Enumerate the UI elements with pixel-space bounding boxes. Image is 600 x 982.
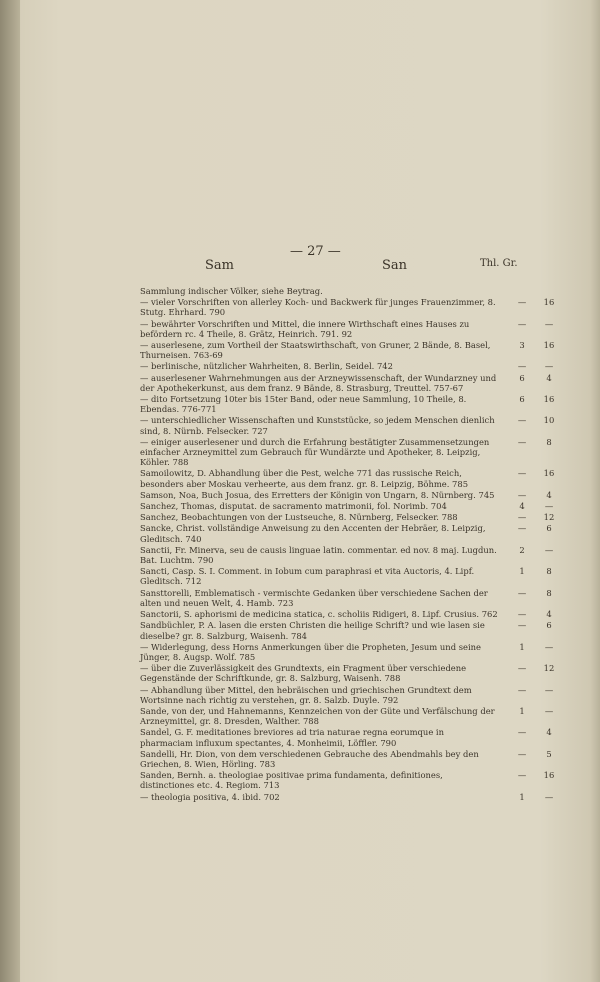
price-thaler: — [517, 523, 527, 534]
catalog-entry [140, 609, 560, 619]
price-thaler: — [517, 489, 527, 500]
price-groschen: — [544, 705, 554, 716]
price-thaler: — [517, 297, 527, 308]
price-thaler: — [517, 587, 527, 598]
catalog-entry [140, 394, 560, 414]
price-thaler: — [517, 727, 527, 738]
price-groschen: — [544, 361, 554, 372]
price-groschen: — [544, 501, 554, 512]
price-groschen: 16 [543, 297, 555, 308]
price-thaler: — [517, 361, 527, 372]
catalog-entry [140, 512, 560, 522]
catalog-entry [140, 373, 560, 393]
catalog-entry [140, 685, 560, 705]
entry-text: — Abhandlung über Mittel, den hebräischen und griechischen Grundtext dem Wortsinne nach richtig zu verstehen, gr. 8. Salzb. Duyle. 792 [140, 684, 472, 705]
catalog-entry [140, 361, 560, 371]
catalog-entry [140, 588, 560, 608]
price-thaler: — [517, 609, 527, 620]
entry-text: Sandel, G. F. meditationes breviores ad tria naturae regna eorumque in pharmaciam influxum spectantes, 4. Monheimii, Löffler. 790 [140, 727, 445, 748]
price-groschen: 4 [546, 372, 552, 383]
price-groschen: 8 [546, 436, 552, 447]
price-thaler: 1 [519, 705, 525, 716]
price-thaler: — [517, 663, 527, 674]
price-groschen: 4 [546, 727, 552, 738]
entry-text: — Widerlegung, dess Horns Anmerkungen über die Propheten, Jesum und seine Jünger, 8. Augsp. Wolf. 785 [140, 641, 481, 662]
price-groschen: 8 [546, 587, 552, 598]
entry-text: Sandbüchler, P. A. lasen die ersten Christen die heilige Schrift? und wie lasen sie dieselbe? gr. 8. Salzburg, Waisenh. 784 [140, 620, 485, 641]
price-groschen: — [544, 318, 554, 329]
running-head-left: Sam [205, 258, 234, 273]
catalog-entry [140, 415, 560, 435]
entry-list [140, 286, 560, 803]
price-groschen: 16 [543, 340, 555, 351]
entry-text: Sanden, Bernh. a. theologiae positivae prima fundamenta, definitiones, distinctiones etc. 4. Regiom. 713 [140, 770, 443, 791]
catalog-entry [140, 437, 560, 468]
entry-text: Sammlung indischer Völker, siehe Beytrag. [140, 286, 323, 296]
column-headings: Thl. Gr. [480, 258, 518, 269]
catalog-entry [140, 340, 560, 360]
catalog-entry [140, 642, 560, 662]
price-thaler: — [517, 318, 527, 329]
entry-text: Sancke, Christ. vollständige Anweisung zu den Accenten der Hebräer, 8. Leipzig, Gleditsch. 740 [140, 523, 486, 544]
price-groschen: 6 [546, 523, 552, 534]
price-thaler: 1 [519, 641, 525, 652]
price-thaler: — [517, 684, 527, 695]
price-groschen: 10 [543, 415, 555, 426]
catalog-entry [140, 523, 560, 543]
catalog-entry [140, 490, 560, 500]
entry-text: — unterschiedlicher Wissenschaften und Kunststücke, so jedem Menschen dienlich sind, 8. Nürnb. Felsecker. 727 [140, 415, 495, 436]
running-head-right: San [382, 258, 408, 273]
entry-text: — theologia positiva, 4. ibid. 702 [140, 791, 280, 802]
entry-text: Sandelli, Hr. Dion, von dem verschiedenen Gebrauche des Abendmahls bey den Griechen, 8. Wien, Hörling. 783 [140, 748, 479, 769]
price-thaler: — [517, 468, 527, 479]
catalog-entry [140, 620, 560, 640]
entry-text: — bewährter Vorschriften und Mittel, die innere Wirthschaft eines Hauses zu befördern rc. 4 Theile, 8. Grätz, Heinrich. 791. 92 [140, 318, 470, 339]
catalog-entry [140, 770, 560, 790]
entry-text: — auserlesene, zum Vortheil der Staatswirthschaft, von Gruner, 2 Bände, 8. Basel, Thurneisen. 763-69 [140, 340, 491, 361]
price-groschen: 6 [546, 620, 552, 631]
catalog-entry [140, 706, 560, 726]
entry-text: Sanchez, Beobachtungen von der Lustseuche, 8. Nürnberg, Felsecker. 788 [140, 512, 458, 523]
entry-text: — auserlesener Wahrnehmungen aus der Arzneywissenschaft, der Wundarzney und der Apothekerkunst, aus dem franz. 9 Bände, 8. Strasburg, Treuttel. 757-67 [140, 372, 497, 393]
price-groschen: 16 [543, 468, 555, 479]
price-thaler: 3 [519, 340, 525, 351]
entry-text: — vieler Vorschriften von allerley Koch- und Backwerk für junges Frauenzimmer, 8. Stutg. Ehrhard. 790 [140, 297, 496, 318]
entry-text: Sanchez, Thomas, disputat. de sacramento matrimonii, fol. Norimb. 704 [140, 501, 447, 512]
price-thaler: — [517, 436, 527, 447]
entry-text: Sansttorelli, Emblematisch - vermischte Gedanken über verschiedene Sachen der alten und neuen Welt, 4. Hamb. 723 [140, 587, 488, 608]
entry-text: Sande, von der, und Hahnemanns, Kennzeichen von der Güte und Verfälschung der Arzneymittel, gr. 8. Dresden, Walther. 788 [140, 705, 495, 727]
price-thaler: — [517, 415, 527, 426]
price-groschen: 16 [543, 770, 555, 781]
book-binding-edge [0, 0, 20, 982]
price-thaler: — [517, 748, 527, 759]
entry-text: — berlinische, nützlicher Wahrheiten, 8. Berlin, Seidel. 742 [140, 361, 393, 372]
price-groschen: — [544, 641, 554, 652]
entry-text: Samson, Noa, Buch Josua, des Erretters der Königin von Ungarn, 8. Nürnberg. 745 [140, 489, 495, 500]
price-thaler: — [517, 512, 527, 523]
catalog-entry [140, 319, 560, 339]
entry-text: Sanctii, Fr. Minerva, seu de causis linguae latin. commentar. ed nov. 8 maj. Lugdun. Bat. Luchtm. 790 [140, 544, 497, 566]
price-groschen: 4 [546, 489, 552, 500]
catalog-entry [140, 663, 560, 683]
price-groschen: 12 [543, 512, 555, 523]
price-groschen: — [544, 544, 554, 555]
price-groschen: 8 [546, 566, 552, 577]
catalog-entry [140, 468, 560, 488]
catalog-entry [140, 501, 560, 511]
entry-text: Samoilowitz, D. Abhandlung über die Pest, welche 771 das russische Reich, besonders aber Moskau verheerte, aus dem franz. gr. 8. Leipzig, Böhme. 785 [140, 468, 469, 489]
price-thaler: 6 [519, 394, 525, 405]
price-thaler: — [517, 770, 527, 781]
entry-text: Sancti, Casp. S. I. Comment. in Iobum cum paraphrasi et vita Auctoris, 4. Lipf. Gleditsch. 712 [140, 566, 475, 587]
catalog-entry [140, 545, 560, 565]
price-thaler: 6 [519, 372, 525, 383]
catalog-entry [140, 286, 560, 296]
price-groschen: 5 [546, 748, 552, 759]
entry-text: — einiger auserlesener und durch die Erfahrung bestätigter Zusammensetzungen einfacher Arzneymittel zum Gebrauch für Wundärzte und Apotheker, 8. Leipzig, Köhler. 788 [140, 436, 490, 468]
page-header [150, 244, 550, 272]
price-groschen: — [544, 791, 554, 802]
price-groschen: 12 [543, 663, 555, 674]
price-groschen: 16 [543, 394, 555, 405]
price-thaler: 2 [519, 544, 525, 555]
price-thaler: 4 [519, 501, 525, 512]
price-groschen: — [544, 684, 554, 695]
price-thaler: 1 [519, 566, 525, 577]
catalog-entry [140, 749, 560, 769]
entry-text: — über die Zuverlässigkeit des Grundtexts, ein Fragment über verschiedene Gegenstände der Schriftkunde, gr. 8. Salzburg, Waisenh. 788 [140, 663, 467, 684]
catalog-entry [140, 566, 560, 586]
entry-text: Sanctorii, S. aphorismi de medicina statica, c. scholiis Ridigeri, 8. Lipf. Crusius. 762 [140, 609, 498, 620]
page-number: — 27 — [290, 244, 341, 259]
price-groschen: 4 [546, 609, 552, 620]
catalog-entry [140, 792, 560, 802]
entry-text: — dito Fortsetzung 10ter bis 15ter Band, oder neue Sammlung, 10 Theile, 8. Ebendas. 776-771 [140, 394, 467, 415]
catalog-entry [140, 727, 560, 747]
price-thaler: 1 [519, 791, 525, 802]
price-thaler: — [517, 620, 527, 631]
catalog-entry [140, 297, 560, 317]
